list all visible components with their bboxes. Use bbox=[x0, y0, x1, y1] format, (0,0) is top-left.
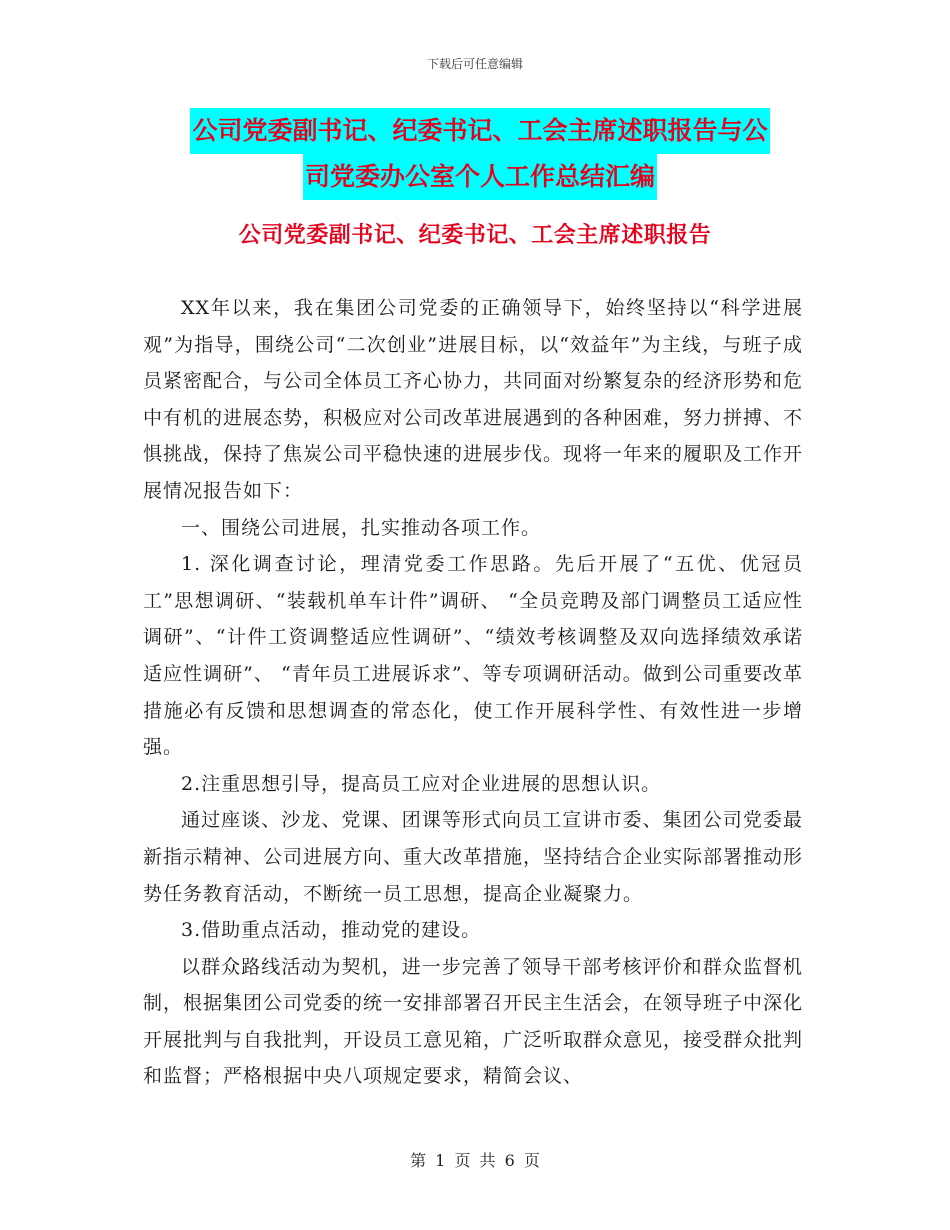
paragraph: 3.借助重点活动，推动党的建设。 bbox=[181, 919, 482, 942]
header-note: 下载后可任意编辑 bbox=[426, 57, 523, 71]
paragraph: XX年以来，我在集团公司党委的正确领导下，始终坚持以“科学进展观”为指导，围绕公司“二次创业”进展目标，以“效益年”为主线，与班子成员紧密配合，与公司全体员工齐心协力，共同面对纷繁复杂的经济形势和危中有机的进展态势，积极应对公司改革进展遇到的各种困难，努力拼搏、不惧挑战，保持了焦炭公司平稳快速的进展步伐。现将一年来的履职及工作开展情况报告如下： bbox=[143, 297, 804, 502]
document-title bbox=[150, 108, 810, 200]
paragraph: 通过座谈、沙龙、党课、团课等形式向员工宣讲市委、集团公司党委最新指示精神、公司进展方向、重大改革措施，坚持结合企业实际部署推动形势任务教育活动，不断统一员工思想，提高企业凝聚力。 bbox=[143, 809, 804, 905]
page-number: 第 1 页 共 6 页 bbox=[410, 1151, 540, 1170]
document-title-line-2: 司党委办公室个人工作总结汇编 bbox=[303, 154, 657, 200]
document-body bbox=[143, 290, 803, 1095]
paragraph: 2.注重思想引导，提高员工应对企业进展的思想认识。 bbox=[181, 772, 662, 795]
paragraph: 1. 深化调查讨论，理清党委工作思路。先后开展了“五优、优冠员工”思想调研、“装载机单车计件”调研、 “全员竞聘及部门调整员工适应性调研”、“计件工资调整适应性调研”、“绩效考核调整及双向选择绩效承诺适应性调研”、 “青年员工进展诉求”、等专项调研活动。做到公司重要改革措施必有反馈和思想调查的常态化，使工作开展科学性、有效性进一步增强。 bbox=[143, 553, 803, 759]
paragraph: 以群众路线活动为契机，进一步完善了领导干部考核评价和群众监督机制，根据集团公司党委的统一安排部署召开民主生活会，在领导班子中深化开展批判与自我批判，开设员工意见箱，广泛听取群众意见，接受群众批判和监督；严格根据中央八项规定要求，精简会议、 bbox=[143, 955, 804, 1088]
document-title-line-1: 公司党委副书记、纪委书记、工会主席述职报告与公 bbox=[190, 108, 769, 154]
section-title: 公司党委副书记、纪委书记、工会主席述职报告 bbox=[238, 223, 712, 248]
paragraph: 一、围绕公司进展，扎实推动各项工作。 bbox=[181, 516, 542, 539]
